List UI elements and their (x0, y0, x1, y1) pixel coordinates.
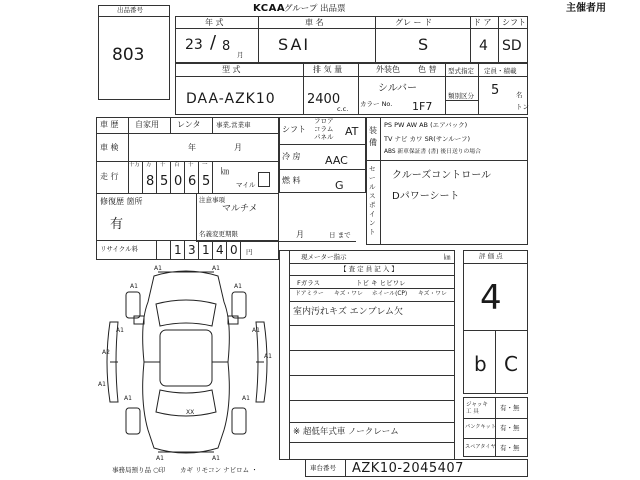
mileage-digit-3: 6 (188, 174, 197, 189)
mile-checkbox[interactable] (258, 172, 270, 187)
shift-column: コラム (314, 125, 334, 133)
equipment-line-1: PS PW AW AB (エアバック) (384, 121, 468, 129)
recycle-digit-1: 3 (188, 243, 196, 257)
model-value: DAA-AZK10 (186, 91, 276, 107)
meter-km-unit: ㎞ (444, 253, 451, 261)
car-name-value: SAI (278, 35, 311, 54)
puncture-value: 有・無 (500, 424, 520, 432)
damage-mark-9: A1 (98, 381, 106, 388)
keys-items: カギ リモコン ナビロム ・ (180, 466, 258, 474)
lot-label: 出品番号 (117, 6, 143, 14)
recycle-digit-0: 1 (174, 243, 182, 257)
color-change-label: 色 替 (418, 65, 437, 74)
fuel-value: G (335, 179, 344, 192)
category-label: 類別区分 (448, 92, 474, 100)
damage-mark-12: A1 (212, 455, 220, 462)
mirror-label: ドアミラー (295, 291, 324, 297)
recycle-digit-4: 0 (230, 243, 238, 257)
recycle-digit-3: 4 (216, 243, 224, 257)
damage-mark-13: A1 (264, 353, 272, 360)
year-label: 年 式 (205, 18, 224, 27)
color-value: シルバー (378, 83, 418, 94)
sales-point-label: セールスポイント (369, 165, 376, 236)
damage-mark-2: A1 (130, 283, 138, 290)
equipment-label: 装 備 (369, 126, 377, 147)
brand-logo: KCAA (253, 3, 286, 14)
damage-mark-8: A2 (102, 349, 110, 356)
mileage-digit-0: 8 (146, 174, 155, 189)
jack-label: ジャッキ 工 具 (466, 402, 488, 415)
rental-label: レンタ (177, 120, 201, 129)
exterior-color-label: 外装色 (376, 65, 400, 74)
shift-value: AT (345, 125, 359, 138)
vehicle-diagram (96, 262, 278, 462)
equipment-line-3: ABS 新車保証書 (書) 後日送りの場合 (384, 149, 481, 155)
month-value: 8 (222, 39, 231, 54)
color-code-label: カラー No. (360, 100, 393, 108)
mileage-unit-1: 万 (146, 162, 152, 168)
meter-label: 現メーター指示 (301, 253, 347, 261)
km-unit: ㎞ (221, 167, 229, 176)
shift-panel: パネル (314, 133, 334, 141)
fuel-label: 燃 料 (282, 176, 301, 185)
capacity-label: 定員・積載 (484, 67, 517, 75)
keys-label: 事務局預り品 ○印 (112, 466, 166, 474)
sales-point-1: クルーズコントロール (392, 170, 491, 181)
sales-point-2: Dパワーシート (392, 191, 460, 202)
inspection-note-2: ※ 超低年式車 ノークレーム (293, 427, 399, 437)
transfer-day: 日 まで (329, 231, 351, 239)
wheel-items: キズ・ワレ (418, 291, 447, 297)
shift-type-label: シフト (502, 18, 526, 27)
transfer-label: 名義変更期限 (199, 230, 238, 238)
month-unit: 月 (237, 51, 244, 59)
inspection-label: 車 検 (100, 143, 119, 152)
damage-mark-3: A1 (234, 283, 242, 290)
jack-value: 有・無 (500, 404, 520, 412)
name-label: 車 名 (305, 18, 324, 27)
designation-label: 型式指定 (448, 67, 474, 75)
cc-unit: c.c. (337, 105, 349, 113)
damage-mark-5: A1 (252, 327, 260, 334)
doors-value: 4 (479, 38, 488, 54)
model-label: 型 式 (222, 65, 241, 74)
damage-mark-4: A1 (116, 327, 124, 334)
score-label: 評 価 点 (479, 252, 503, 260)
ac-value: AAC (325, 154, 348, 167)
chassis-value: AZK10-2045407 (352, 461, 464, 476)
header-title: グループ 出品票 (284, 4, 346, 14)
notes-label: 注意事項 (199, 196, 225, 204)
equipment-line-2: TV ナビ カワ SR(サンルーフ) (384, 135, 471, 143)
damage-mark-0: A1 (154, 265, 162, 272)
capacity-value: 5 (491, 83, 500, 98)
recycle-label: リサイクル料 (100, 245, 139, 253)
wheel-label: ホイール(CP) (372, 291, 408, 297)
mileage-digit-4: 5 (202, 174, 211, 189)
puncture-label: パンクキット (465, 424, 496, 430)
damage-mark-7: A1 (242, 395, 250, 402)
private-use-label: 自家用 (135, 120, 159, 129)
repair-value: 有 (110, 217, 124, 232)
mileage-unit-3: 百 (174, 162, 180, 168)
damage-mark-11: A1 (156, 455, 164, 462)
glass-items: トビ キ ヒビワレ (356, 279, 406, 287)
doors-label: ド ア (473, 18, 492, 27)
person-unit: 名 (516, 91, 523, 99)
spare-value: 有・無 (500, 444, 520, 452)
chassis-label: 車台番号 (310, 464, 336, 472)
interior-score: b (474, 352, 487, 376)
history-label: 車 歴 (100, 120, 119, 129)
spare-label: スペアタイヤ (465, 444, 496, 450)
organizer-label: 主催者用 (566, 3, 606, 14)
lot-number: 803 (112, 45, 145, 65)
mileage-unit-4: 十 (188, 162, 194, 168)
damage-mark-6: A1 (124, 395, 132, 402)
displacement-label: 排 気 量 (313, 65, 343, 74)
inspection-month: 月 (234, 143, 242, 152)
displacement-value: 2400 (307, 92, 341, 107)
shift-label: シフト (282, 125, 306, 134)
score-value: 4 (480, 278, 502, 318)
damage-mark-1: A1 (212, 265, 220, 272)
repair-label: 修復歴 箇所 (100, 197, 143, 206)
year-value: 23 (185, 37, 203, 53)
shift-floor: フロア (314, 117, 334, 125)
mirror-items: キズ・ワレ (334, 291, 363, 297)
mileage-unit-2: 千 (160, 162, 166, 168)
business-label: 事業,営業車 (216, 121, 251, 129)
transfer-month: 月 (296, 230, 304, 239)
ton-unit: トン (516, 103, 529, 111)
grade-value: S (418, 35, 429, 54)
body-type-value: SD (502, 38, 522, 54)
exterior-score: C (504, 352, 518, 376)
mileage-label: 走 行 (100, 172, 119, 181)
mile-unit: マイル (236, 181, 256, 189)
glass-label: Fガラス (297, 279, 321, 287)
grade-label: グレ ー ド (395, 18, 433, 27)
inspection-note-1: 室内汚れキズ エンブレム欠 (293, 307, 403, 317)
inspection-year: 年 (188, 143, 196, 152)
ac-label: 冷 房 (282, 152, 301, 161)
color-code-value: 1F7 (412, 100, 433, 113)
inspector-label: 【 査 定 員 記 入 】 (340, 265, 398, 273)
mileage-digit-1: 5 (160, 174, 169, 189)
damage-mark-10: XX (186, 409, 195, 416)
notes-value: マルチメ (222, 204, 258, 214)
recycle-unit: 円 (246, 248, 253, 256)
recycle-digit-2: 1 (202, 243, 210, 257)
mileage-unit-0: 十万 (129, 162, 141, 168)
mileage-digit-2: 0 (174, 174, 183, 189)
mileage-unit-5: 一 (202, 162, 208, 168)
